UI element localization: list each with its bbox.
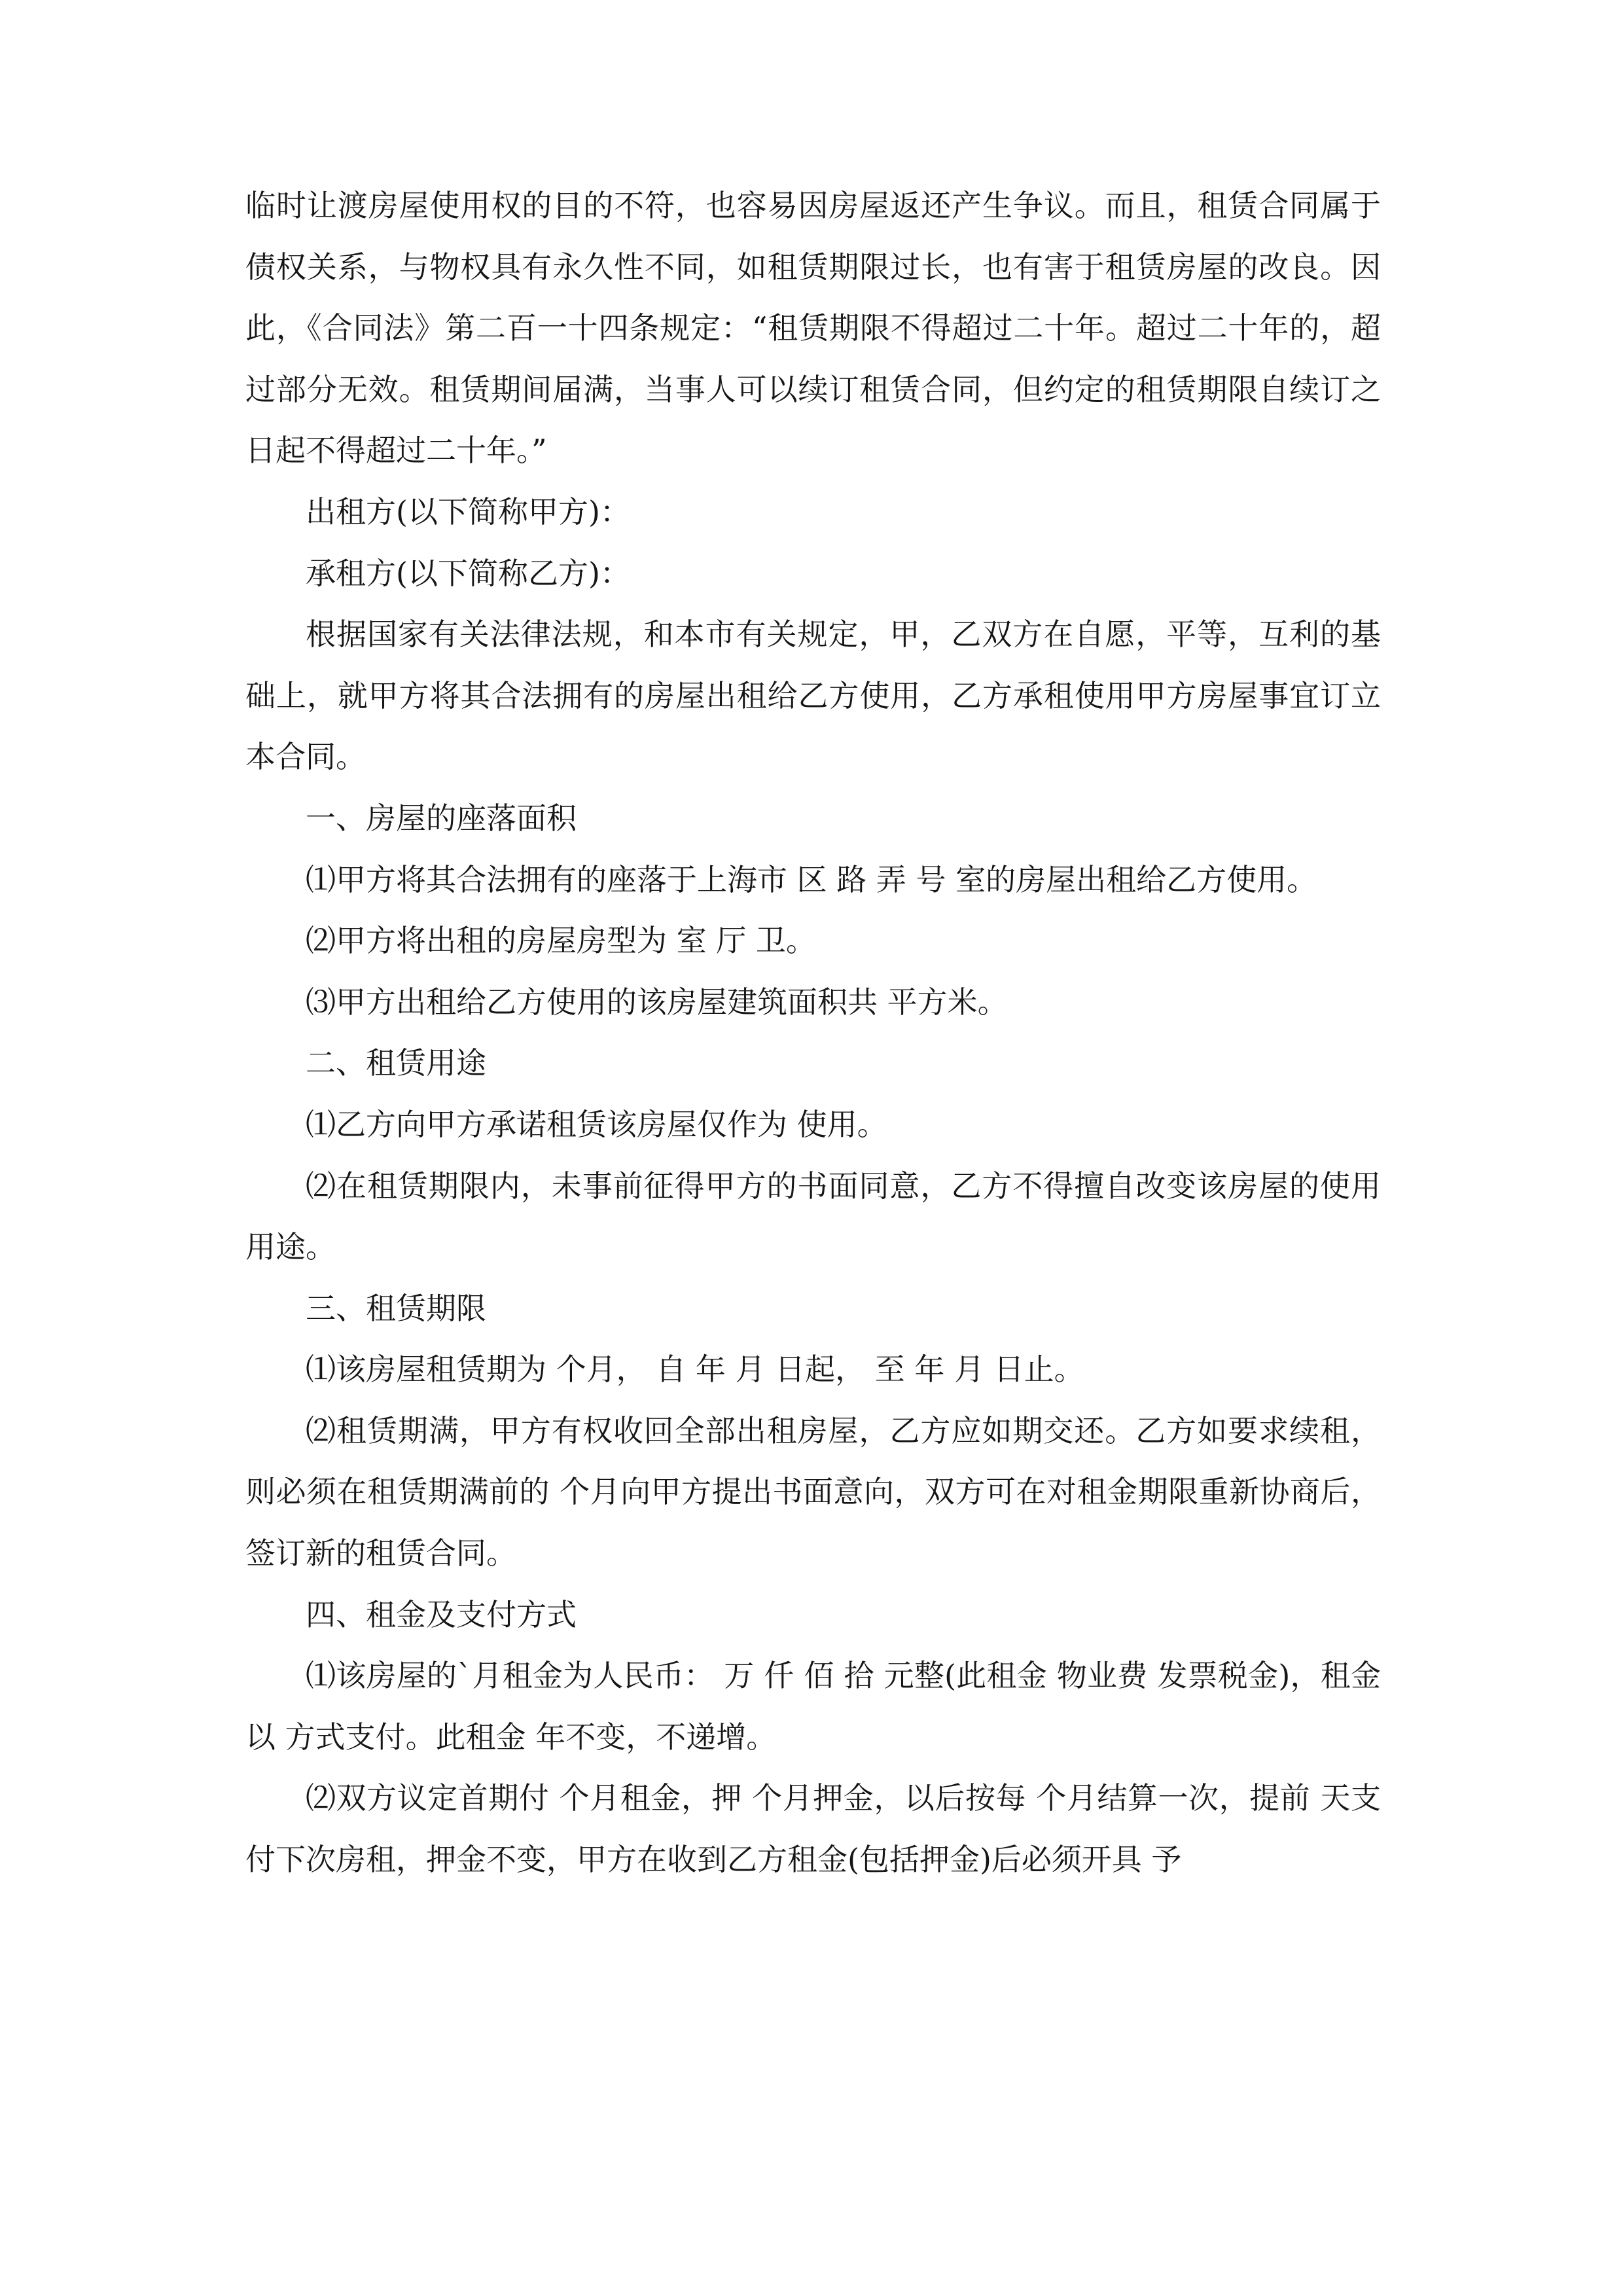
clause-3-1: ⑴该房屋租赁期为 个月， 自 年 月 日起， 至 年 月 日止。 [306,1352,1084,1388]
paragraph-lease-term-intro: 临时让渡房屋使用权的目的不符，也容易因房屋返还产生争议。而且，租赁合同属于债权关系，与物权具有永久性不同，如租赁期限过长，也有害于租赁房屋的改良。因此，《合同法》第二百一十四条规定：“租赁期限不得超过二十年。超过二十年的，超过部分无效。租赁期间届满，当事人可以续订租赁合同，但约定的租赁期限自续订之日起不得超过二十年。” [245,188,1381,469]
clause-4-2: ⑵双方议定首期付 个月租金，押 个月押金，以后按每 个月结算一次，提前 天支付下次房租，押金不变，甲方在收到乙方租金(包括押金)后必须开具 予 [245,1780,1381,1878]
clause-1-1: ⑴甲方将其合法拥有的座落于上海市 区 路 弄 号 室的房屋出租给乙方使用。 [306,861,1317,897]
clause-3-2: ⑵租赁期满，甲方有权收回全部出租房屋，乙方应如期交还。乙方如要求续租，则必须在租赁期满前的 个月向甲方提出书面意向，双方可在对租金期限重新协商后，签订新的租赁合同。 [245,1412,1381,1571]
contract-body [245,175,1381,1891]
clause-2-2: ⑵在租赁期限内，未事前征得甲方的书面同意，乙方不得擅自改变该房屋的使用用途。 [245,1168,1381,1265]
paragraph-preamble: 根据国家有关法律法规，和本市有关规定，甲，乙双方在自愿，平等，互利的基础上，就甲方将其合法拥有的房屋出租给乙方使用，乙方承租使用甲方房屋事宜订立本合同。 [245,617,1381,775]
section-heading-lease-period: 三、租赁期限 [306,1290,486,1326]
section-heading-lease-use: 二、租赁用途 [306,1045,486,1081]
section-heading-location-area: 一、房屋的座落面积 [306,800,577,836]
clause-4-1: ⑴该房屋的`月租金为人民币： 万 仟 佰 拾 元整(此租金 物业费 发票税金)，租金以 方式支付。此租金 年不变，不递增。 [245,1658,1381,1755]
clause-1-3: ⑶甲方出租给乙方使用的该房屋建筑面积共 平方米。 [306,984,1008,1020]
clause-1-2: ⑵甲方将出租的房屋房型为 室 厅 卫。 [306,923,816,959]
clause-2-1: ⑴乙方向甲方承诺租赁该房屋仅作为 使用。 [306,1106,887,1142]
section-heading-rent-payment: 四、租金及支付方式 [306,1596,577,1632]
paragraph-lessee: 承租方(以下简称乙方)： [306,555,630,591]
paragraph-lessor: 出租方(以下简称甲方)： [306,493,630,529]
